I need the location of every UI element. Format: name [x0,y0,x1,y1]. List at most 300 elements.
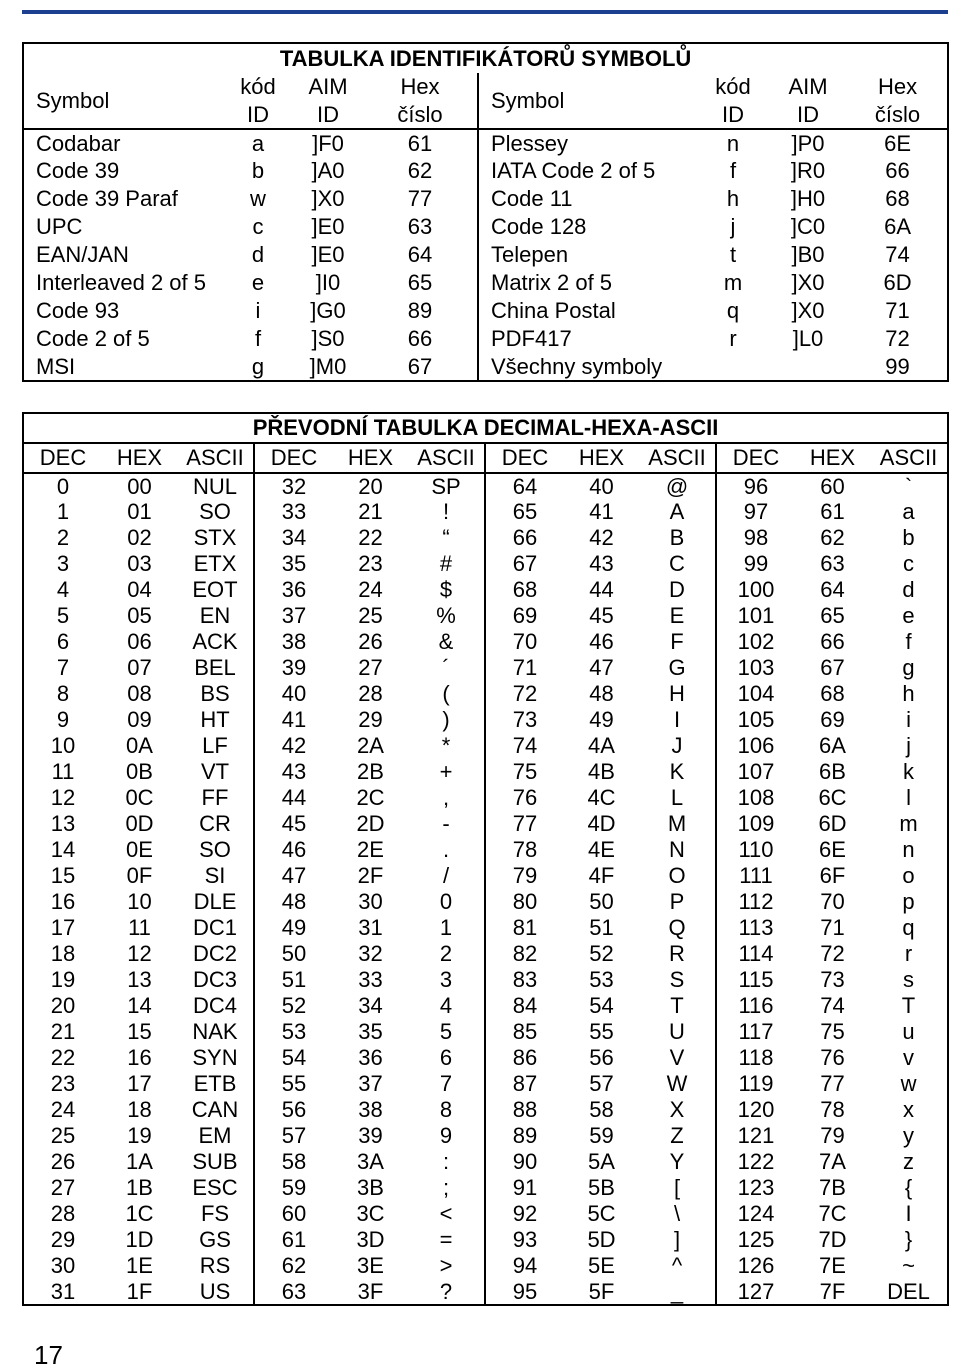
dec-value: 69 [512,603,538,628]
ascii-value: i [906,707,911,732]
aim-id: ]H0 [790,186,826,211]
ascii-value: \ [639,1201,716,1227]
hex-number: 6E [884,130,911,156]
hex-value: 3A [357,1149,384,1174]
symbol-name: EAN/JAN [36,242,129,267]
symbols-table-title: TABULKA IDENTIFIKÁTORŮ SYMBOLŮ [279,45,692,71]
symbol-name: Plessey [491,130,569,156]
hex-value: 0B [126,759,153,784]
symbol-name: PDF417 [491,326,572,351]
dec-value: 117 [738,1019,774,1044]
dec-value: 11 [51,759,75,784]
ascii-value: e [902,603,915,628]
hex-value: 66 [820,629,845,654]
header-kod-id: ID [698,101,768,129]
ascii-value: { [904,1175,913,1200]
hex-value: 3D [356,1227,385,1252]
hex-value: 52 [589,941,614,966]
hex-value: 3C [356,1201,385,1226]
hex-value: 57 [589,1071,614,1096]
ascii-value: ACK [177,629,254,655]
aim-id [768,353,848,381]
dec-value: 44 [281,785,307,810]
hex-value: 37 [358,1071,383,1096]
kod-id: g [251,353,265,379]
table-row [23,681,948,707]
ascii-value: h [902,681,915,706]
dec-value: 93 [512,1227,538,1252]
ascii-value: > [408,1253,485,1279]
hex-number: 72 [885,326,910,351]
hex-value: 15 [127,1019,152,1044]
ascii-value: DC3 [177,967,254,993]
symbol-name: Code 2 of 5 [36,326,150,351]
ascii-value: X [639,1097,716,1123]
dec-value: 18 [50,941,76,966]
symbol-name: MSI [36,353,76,379]
dec-value: 37 [281,603,307,628]
ascii-value: M [639,811,716,837]
header-symbol: Symbol [478,73,698,129]
dec-value: 88 [512,1097,538,1122]
dec-value: 42 [281,733,307,758]
aim-id: ]P0 [791,130,825,156]
table-row [23,269,948,297]
ascii-value: 4 [408,993,485,1019]
hex-value: 4E [588,837,615,862]
ascii-value: G [639,655,716,681]
table-row [23,1253,948,1279]
dec-value: 9 [56,707,70,732]
hex-value: 3F [357,1279,384,1304]
hex-value: 54 [589,993,614,1018]
ascii-value: DC2 [177,941,254,967]
hex-number: 74 [885,242,910,267]
dec-value: 86 [512,1045,538,1070]
aim-id: ]I0 [315,270,341,295]
hex-value: 21 [358,499,383,524]
ascii-value: 5 [408,1019,485,1045]
ascii-value: q [902,915,915,940]
dec-value: 43 [281,759,307,784]
ascii-value: CAN [177,1097,254,1123]
table-row [23,1227,948,1253]
dec-value: 45 [281,811,307,836]
hex-value: 2E [357,837,384,862]
hex-value: 01 [127,499,152,524]
table-row [23,837,948,863]
hex-value: 16 [127,1045,152,1070]
hex-value: 07 [127,655,152,680]
ascii-value: FS [177,1201,254,1227]
ascii-value: / [408,863,485,889]
dec-value: 98 [743,525,769,550]
hex-value: 5B [588,1175,615,1200]
hex-value: 38 [358,1097,383,1122]
ascii-value: 7 [408,1071,485,1097]
hex-value: 28 [358,681,383,706]
hex-value: 73 [820,967,845,992]
hex-number: 99 [885,353,910,379]
table-row [23,629,948,655]
hex-value: 75 [820,1019,845,1044]
dec-value: 82 [512,941,538,966]
ascii-value: “ [408,525,485,551]
ascii-value: 8 [408,1097,485,1123]
header-hex: Hex [877,74,918,99]
header-ascii: ASCII [408,443,485,473]
ascii-value: EM [177,1123,254,1149]
aim-id: ]X0 [311,186,345,211]
ascii-value: I [905,1201,912,1226]
aim-id: ]X0 [791,270,825,295]
ascii-value: ? [408,1279,485,1305]
hex-value: 1E [126,1253,153,1278]
hex-value: 6B [819,759,846,784]
dec-value: 15 [50,863,76,888]
dec-value: 71 [512,655,538,680]
ascii-value: 3 [408,967,485,993]
dec-value: 16 [50,889,76,914]
hex-value: 42 [589,525,614,550]
ascii-value: g [902,655,915,680]
dec-value: 52 [281,993,307,1018]
dec-value: 21 [50,1019,76,1044]
ascii-value: V [639,1045,716,1071]
ascii-value: DC4 [177,993,254,1019]
hex-value: 64 [820,577,845,602]
hex-value: 50 [589,889,614,914]
dec-value: 77 [512,811,538,836]
table-row [23,733,948,759]
ascii-value: BEL [177,655,254,681]
dec-value: 118 [738,1045,774,1070]
dec-value: 113 [738,915,774,940]
table-row [23,941,948,967]
table-row [23,353,948,381]
hex-value: 26 [358,629,383,654]
table-row [23,1175,948,1201]
hex-number: 89 [363,297,478,325]
ascii-value: US [177,1279,254,1305]
table-row [23,325,948,353]
hex-value: 58 [589,1097,614,1122]
ascii-value: DC1 [177,915,254,941]
dec-value: 100 [737,577,775,602]
ascii-value: U [639,1019,716,1045]
table-row [23,129,948,157]
hex-number: 61 [363,129,478,157]
table-row [23,1279,948,1305]
kod-id: n [726,130,740,156]
ascii-value: SO [177,499,254,525]
dec-value: 75 [512,759,538,784]
hex-number: 62 [363,157,478,185]
ascii-value: % [408,603,485,629]
dec-value: 92 [512,1201,538,1226]
hex-value: 33 [358,967,383,992]
table-row [23,185,948,213]
ascii-value: ! [408,499,485,525]
dec-value: 103 [737,655,775,680]
ascii-value: 9 [408,1123,485,1149]
dec-value: 28 [50,1201,76,1226]
dec-value: 56 [281,1097,307,1122]
kod-id: i [255,298,261,323]
header-hex-cislo: číslo [363,101,478,129]
ascii-value: ~ [902,1253,915,1278]
table-row [23,297,948,325]
ascii-value: z [903,1149,915,1174]
dec-value: 1 [56,499,70,524]
symbol-name: China Postal [491,298,616,323]
dec-value: 51 [281,967,307,992]
hex-value: 6C [818,785,847,810]
hex-value: 3B [357,1175,384,1200]
ascii-value: l [906,785,911,810]
ascii-value: P [639,889,716,915]
dec-value: 14 [50,837,76,862]
hex-value: 4F [588,863,615,888]
ascii-value: H [639,681,716,707]
top-rule [22,10,948,14]
header-aim: AIM [788,74,828,99]
hex-value: 1C [125,1201,154,1226]
ascii-value: F [639,629,716,655]
hex-value: 60 [820,473,845,499]
table-row [23,915,948,941]
table-row [23,473,948,499]
dec-value: 10 [50,733,76,758]
ascii-value: L [639,785,716,811]
hex-value: 7E [819,1253,846,1278]
dec-value: 8 [56,681,70,706]
dec-value: 20 [50,993,76,1018]
dec-value: 121 [737,1123,775,1148]
hex-value: 2F [357,863,384,888]
hex-value: 55 [589,1019,614,1044]
hex-value: 24 [358,577,383,602]
ascii-value: 2 [408,941,485,967]
hex-value: 79 [820,1123,845,1148]
page-number: 17 [34,1340,63,1368]
hex-value: 19 [127,1123,152,1148]
dec-value: 50 [281,941,307,966]
hex-value: 2D [356,811,385,836]
symbol-name: Code 11 [491,186,573,211]
dec-value: 33 [281,499,307,524]
hex-value: 63 [820,551,845,576]
dec-value: 53 [281,1019,307,1044]
ascii-value: D [639,577,716,603]
kod-id: q [726,298,740,323]
hex-number: 6D [883,270,912,295]
table-row [23,213,948,241]
dec-value: 72 [512,681,538,706]
ascii-value: SO [177,837,254,863]
table-row [23,1149,948,1175]
dec-value: 91 [512,1175,538,1200]
symbol-name: Code 39 [36,158,120,183]
dec-value: 38 [281,629,307,654]
ascii-value: NAK [177,1019,254,1045]
ascii-value: r [904,941,913,966]
dec-value: 3 [56,551,70,576]
kod-id: t [729,242,737,267]
hex-value: 56 [589,1045,614,1070]
table-row [23,1045,948,1071]
kod-id: w [250,186,266,211]
header-hex: HEX [564,443,639,473]
hex-value: 1B [126,1175,153,1200]
header-aim: AIM [308,74,348,99]
symbol-name: Code 39 Paraf [36,186,178,211]
table-row [23,707,948,733]
ascii-value: o [902,863,915,888]
table-row [23,655,948,681]
hex-value: 02 [127,525,152,550]
hex-value: 61 [820,499,845,524]
hex-value: 03 [127,551,152,576]
hex-number: 71 [885,298,910,323]
dec-value: 102 [737,629,775,654]
hex-number: 66 [885,158,910,183]
ascii-value: * [408,733,485,759]
hex-value: 6A [819,733,846,758]
ascii-value: @ [639,473,716,499]
ascii-value: CR [177,811,254,837]
table-row [23,993,948,1019]
kod-id: h [726,186,740,211]
hex-value: 4D [587,811,616,836]
hex-value: 29 [358,707,383,732]
dec-value: 99 [743,551,769,576]
hex-value: 09 [127,707,152,732]
dec-value: 17 [50,915,76,940]
hex-value: 1F [126,1279,153,1304]
dec-value: 101 [737,603,775,628]
hex-value: 40 [589,473,614,499]
dec-value: 49 [281,915,307,940]
dec-value: 104 [737,681,775,706]
ascii-value: C [639,551,716,577]
ascii-value: b [902,525,915,550]
hex-value: 20 [358,473,383,499]
table-row [23,759,948,785]
aim-id: ]X0 [791,298,825,323]
table-row [23,157,948,185]
aim-id: ]A0 [311,158,345,183]
ascii-value: HT [177,707,254,733]
aim-id: ]E0 [311,214,345,239]
hex-value: 51 [589,915,614,940]
hex-value: 2B [357,759,384,784]
hex-value: 46 [589,629,614,654]
ascii-value: J [639,733,716,759]
dec-value: 64 [512,473,538,499]
dec-value: 126 [737,1253,775,1278]
dec-value: 58 [281,1149,307,1174]
dec-value: 76 [512,785,538,810]
dec-value: 124 [737,1201,775,1226]
table-row [23,241,948,269]
dec-value: 65 [512,499,538,524]
hex-value: 62 [820,525,845,550]
ascii-value: RS [177,1253,254,1279]
hex-value: 74 [820,993,845,1018]
ascii-value: < [408,1201,485,1227]
header-ascii: ASCII [870,443,948,473]
ascii-value: O [639,863,716,889]
ascii-value: v [903,1045,915,1070]
dec-value: 59 [281,1175,307,1200]
aim-id: ]G0 [310,298,346,323]
ascii-value: p [902,889,915,914]
dec-value: 35 [281,551,307,576]
ascii-value: Y [639,1149,716,1175]
dec-value: 83 [512,967,538,992]
header-hex: HEX [102,443,177,473]
table-row [23,785,948,811]
dec-value: 70 [512,629,538,654]
dec-value: 112 [738,889,774,914]
dec-value: 25 [50,1123,76,1148]
hex-value: 3E [357,1253,384,1278]
symbol-name: Matrix 2 of 5 [491,270,613,295]
ascii-value: ) [408,707,485,733]
dec-value: 127 [737,1279,775,1304]
dec-value: 97 [743,499,769,524]
ascii-value: ´ [408,655,485,681]
ascii-value: } [904,1227,913,1252]
ascii-value: STX [177,525,254,551]
ascii-value: ` [904,473,913,499]
hex-value: 14 [127,993,152,1018]
hex-value: 5A [588,1149,615,1174]
hex-value: 4C [587,785,616,810]
dec-value: 41 [281,707,307,732]
dec-value: 19 [50,967,76,992]
dec-value: 2 [56,525,70,550]
ascii-value: k [903,759,915,784]
ascii-value: y [903,1123,915,1148]
hex-value: 43 [589,551,614,576]
ascii-value: : [408,1149,485,1175]
table-row [23,1019,948,1045]
ascii-value: DEL [887,1279,930,1304]
hex-value: 5F [588,1279,615,1304]
ascii-value: j [906,733,911,758]
symbol-name: Interleaved 2 of 5 [36,270,207,295]
hex-value: 6F [819,863,846,888]
header-dec: DEC [254,443,333,473]
symbol-name: Code 93 [36,298,120,323]
header-kod: kód [715,74,751,99]
hex-value: 10 [127,889,152,914]
hex-value: 72 [820,941,845,966]
ascii-value: 6 [408,1045,485,1071]
hex-value: 7B [819,1175,846,1200]
aim-id: ]R0 [790,158,826,183]
dec-value: 114 [738,941,774,966]
dec-value: 110 [738,837,774,862]
hex-value: 77 [820,1071,845,1096]
dec-value: 111 [739,863,773,888]
kod-id: m [723,270,743,295]
dec-value: 26 [50,1149,76,1174]
ascii-value: W [639,1071,716,1097]
table-row [23,967,948,993]
